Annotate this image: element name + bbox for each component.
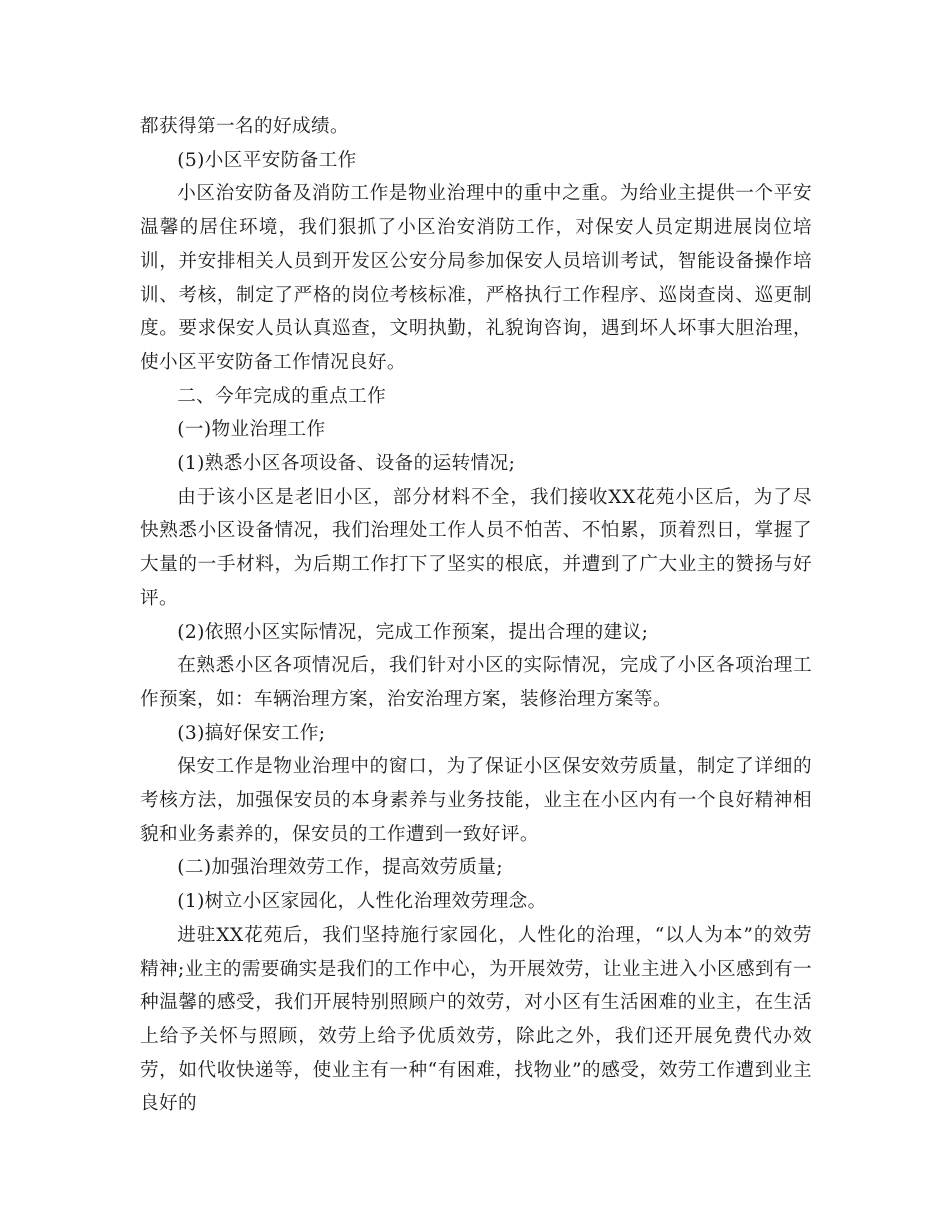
paragraph-body: 由于该小区是老旧小区，部分材料不全，我们接收XX花苑小区后，为了尽快熟悉小区设备情况，我们治理处工作人员不怕苦、不怕累，顶着烈日，掌握了大量的一手材料，为后期工作打下了坚实的根底，并遭到了广大业主的赞扬与好评。: [140, 486, 812, 609]
item-heading: (1)熟悉小区各项设备、设备的运转情况;: [177, 453, 516, 475]
item-heading: (1)树立小区家园化，人性化治理效劳理念。: [177, 891, 547, 913]
paragraph-continuation: 都获得第一名的好成绩。: [140, 116, 349, 137]
paragraph-body: 进驻XX花苑后，我们坚持施行家园化，人性化的治理，“以人为本”的效劳精神;业主的需要确实是我们的工作中心，为开展效劳，让业主进入小区感到有一种温馨的感受，我们开展特别照顾户的效劳，对小区有生活困难的业主，在生活上给予关怀与照顾，效劳上给予优质效劳，除此之外，我们还开展免费代办效劳，如代收快递等，使业主有一种“有困难，找物业”的感受，效劳工作遭到业主良好的: [140, 924, 812, 1115]
paragraph-body: 小区治安防备及消防工作是物业治理中的重中之重。为给业主提供一个平安温馨的居住环境，我们狠抓了小区治安消防工作，对保安人员定期进展岗位培训，并安排相关人员到开发区公安分局参加保安人员培训考试，智能设备操作培训、考核，制定了严格的岗位考核标准，严格执行工作程序、巡岗查岗、巡更制度。要求保安人员认真巡查，文明执勤，礼貌询咨询，遇到坏人坏事大胆治理，使小区平安防备工作情况良好。: [140, 183, 812, 373]
section-heading: 二、今年完成的重点工作: [177, 385, 387, 407]
paragraph-body: 在熟悉小区各项情况后，我们针对小区的实际情况，完成了小区各项治理工作预案，如：车辆治理方案，治安治理方案，装修治理方案等。: [140, 655, 812, 710]
subsection-heading: (二)加强治理效劳工作，提高效劳质量;: [177, 857, 504, 879]
item-heading: (2)依照小区实际情况，完成工作预案，提出合理的建议;: [177, 621, 649, 643]
paragraph-body: 保安工作是物业治理中的窗口，为了保证小区保安效劳质量，制定了详细的考核方法，加强保安员的本身素养与业务技能，业主在小区内有一个良好精神相貌和业务素养的，保安员的工作遭到一致好评。: [140, 756, 812, 845]
item-heading: (3)搞好保安工作;: [177, 722, 326, 744]
document-body: [140, 110, 812, 1121]
paragraph-heading-5: (5)小区平安防备工作: [177, 149, 357, 171]
subsection-heading: (一)物业治理工作: [177, 419, 326, 441]
